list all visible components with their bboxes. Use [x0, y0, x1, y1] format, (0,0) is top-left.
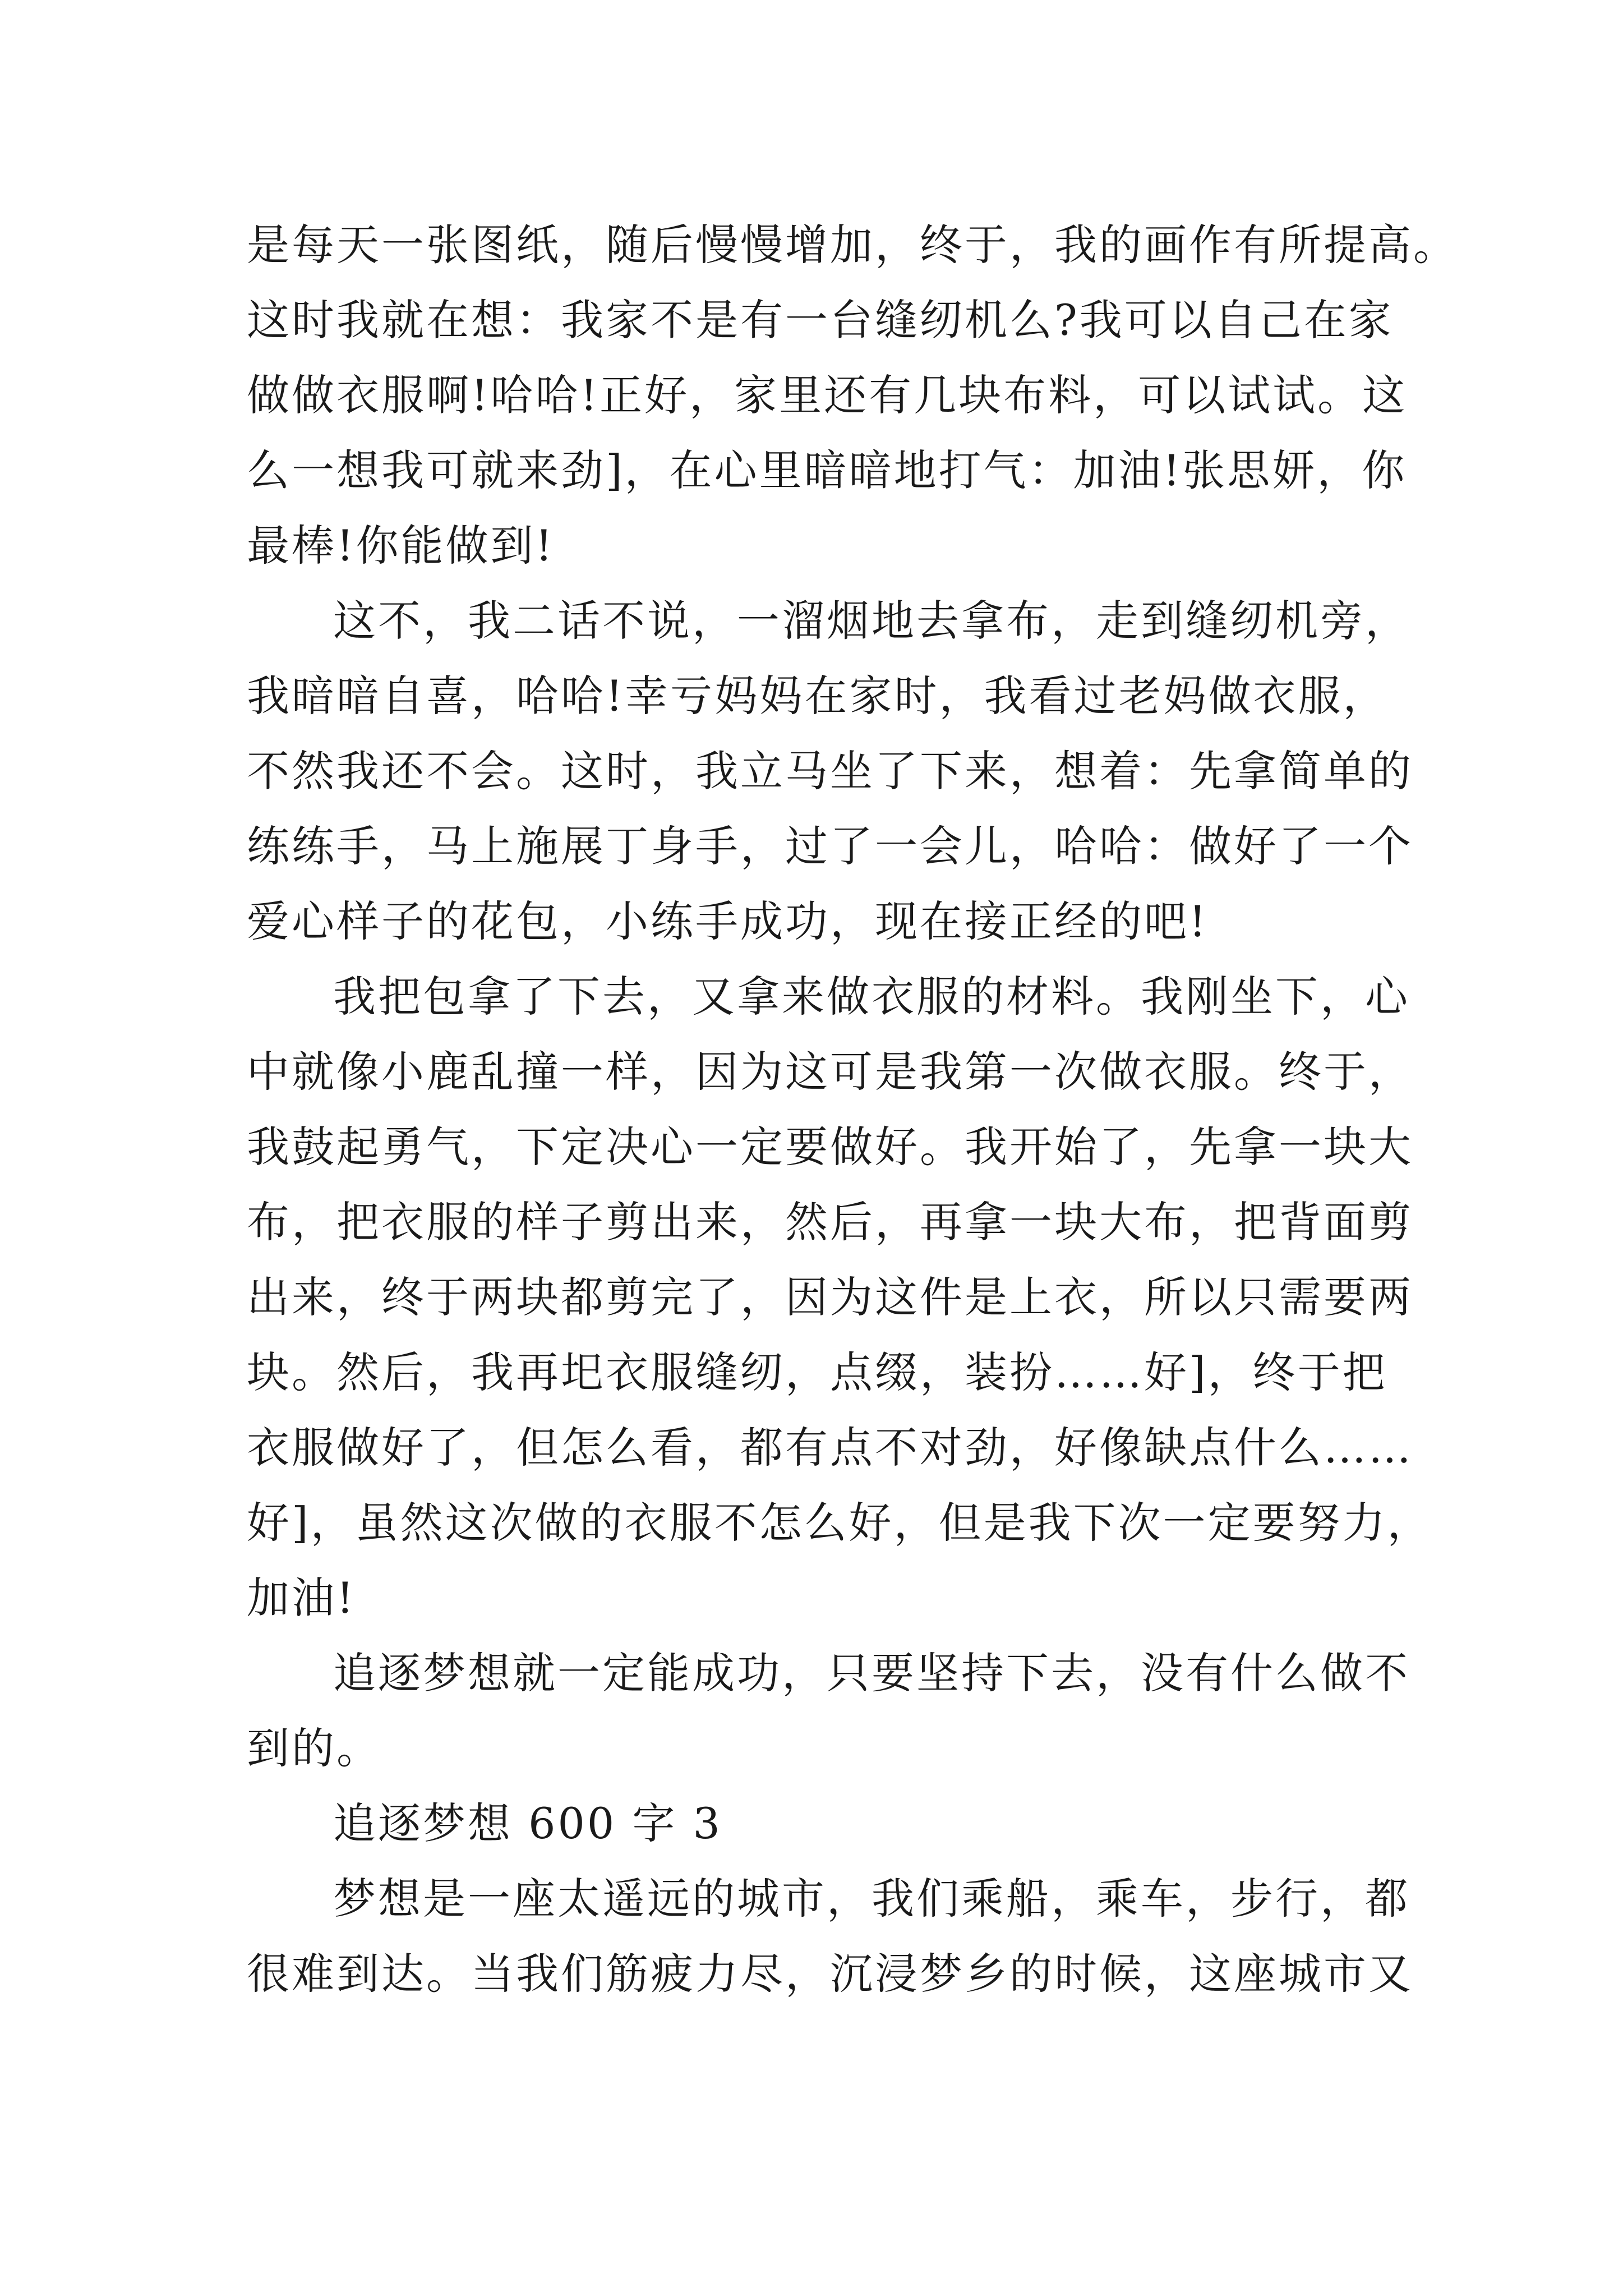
text-line: 我暗暗自喜，哈哈!幸亏妈妈在家时，我看过老妈做衣服， — [247, 671, 1388, 721]
text-line: 练练手，马上施展丁身手，过了一会儿，哈哈：做好了一个 — [247, 821, 1413, 871]
body-text — [247, 208, 1458, 2012]
text-line: 好]，虽然这次做的衣服不怎么好，但是我下次一定要努力， — [247, 1498, 1432, 1548]
text-line: 到的。 — [247, 1723, 381, 1773]
paragraph-first-line: 我把包拿了下去，又拿来做衣服的材料。我刚坐下，心 — [333, 972, 1410, 1022]
text-line: 中就像小鹿乱撞一样，因为这可是我第一次做衣服。终于， — [247, 1047, 1413, 1097]
text-line: 我鼓起勇气，下定决心一定要做好。我开始了，先拿一块大 — [247, 1122, 1413, 1172]
text-line: 做做衣服啊!哈哈!正好，家里还有几块布料，可以试试。这 — [247, 370, 1408, 420]
text-line: 最棒!你能做到! — [247, 521, 555, 570]
text-line: 是每天一张图纸，随后慢慢增加，终于，我的画作有所提高。 — [247, 220, 1458, 270]
text-line: 这时我就在想：我家不是有一台缝纫机么?我可以自己在家 — [247, 295, 1394, 345]
text-line: 加油! — [247, 1573, 356, 1623]
paragraph-first-line: 追逐梦想就一定能成功，只要坚持下去，没有什么做不 — [333, 1648, 1410, 1698]
paragraph-first-line: 这不，我二话不说，一溜烟地去拿布，走到缝纫机旁， — [333, 596, 1410, 646]
text-line: 衣服做好了，但怎么看，都有点不对劲，好像缺点什么…… — [247, 1423, 1413, 1473]
text-line: 块。然后，我再圯衣服缝纫，点缀，装扮……好]，终于把 — [247, 1347, 1387, 1397]
text-line: 么一想我可就来劲]，在心里暗暗地打气：加油!张思妍，你 — [247, 445, 1407, 495]
section-heading: 追逐梦想 600 字 3 — [333, 1798, 722, 1848]
text-line: 布，把衣服的样子剪出来，然后，再拿一块大布，把背面剪 — [247, 1197, 1413, 1247]
text-line: 很难到达。当我们筋疲力尽，沉浸梦乡的时候，这座城市又 — [247, 1949, 1413, 1999]
text-line: 爱心样子的花包，小练手成功，现在接正经的吧! — [247, 896, 1209, 946]
text-line: 出来，终于两块都剪完了，因为这件是上衣，所以只需要两 — [247, 1272, 1413, 1322]
text-line: 不然我还不会。这时，我立马坐了下来，想着：先拿简单的 — [247, 746, 1413, 796]
paragraph-first-line: 梦想是一座太遥远的城市，我们乘船，乘车，步行，都 — [333, 1874, 1410, 1924]
